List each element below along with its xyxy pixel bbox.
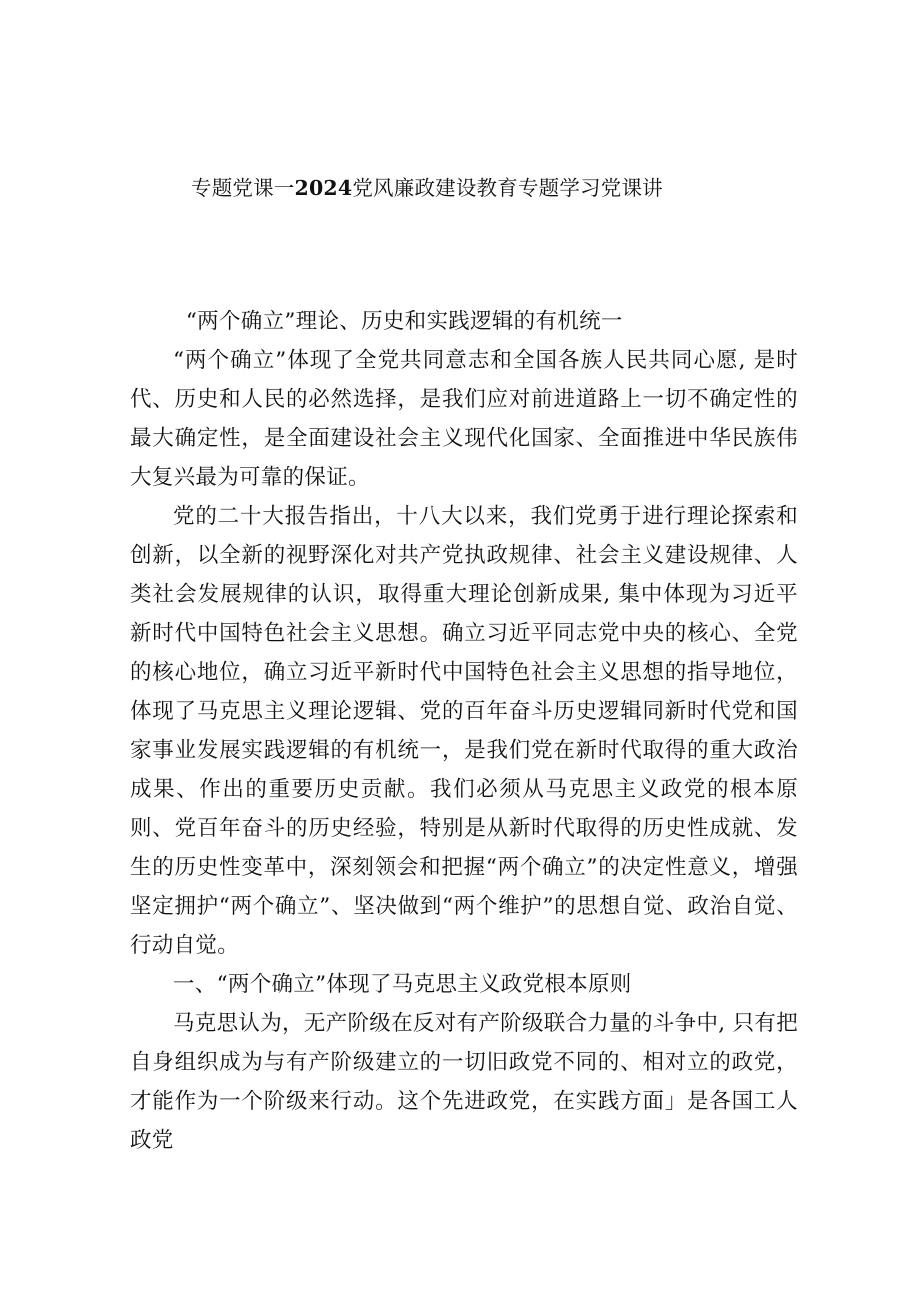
title-year: 2024	[294, 176, 353, 200]
paragraph-marx: 马克思认为，无产阶级在反对有产阶级联合力量的斗争中, 只有把自身组织成为与有产阶级建立的一切旧政党不同的、相对立的政党，才能作为一个阶级来行动。这个先进政党，在实践方面」是各国工人政党	[130, 1011, 798, 1153]
title-prefix: 专题党课一	[191, 176, 295, 200]
paragraph-intro: “两个确立”体现了全党共同意志和全国各族人民共同心愿, 是时代、历史和人民的必然选择，是我们应对前进道路上一切不确定性的最大确定性，是全面建设社会主义现代化国家、全面推进中华民族伟大复兴最为可靠的保证。	[130, 348, 798, 490]
document-title	[191, 172, 811, 204]
title-suffix: 党风廉政建设教育专题学习党课讲	[352, 176, 663, 200]
document-body	[130, 302, 798, 1160]
section-heading: 一、“两个确立”体现了马克思主义政党根本原则	[173, 972, 632, 997]
document-subtitle: “两个确立”理论、历史和实践逻辑的有机统一	[185, 309, 623, 334]
paragraph-report: 党的二十大报告指出，十八大以来，我们党勇于进行理论探索和创新，以全新的视野深化对共产党执政规律、社会主义建设规律、人类社会发展规律的认识，取得重大理论创新成果, 集中体现为习近平新时代中国特色社会主义思想。确立习近平同志党中央的核心、全党的核心地位，确立习近平新时代中国特色社会主义思想的指导地位，体现了马克思主义理论逻辑、党的百年奋斗历史逻辑同新时代党和国家事业发展实践逻辑的有机统一，是我们党在新时代取得的重大政治成果、作出的重要历史贡献。我们必须从马克思主义政党的根本原则、党百年奋斗的历史经验，特别是从新时代取得的历史性成就、发生的历史性变革中，深刻领会和把握“两个确立”的决定性意义，增强坚定拥护“两个确立”、坚决做到“两个维护”的思想自觉、政治自觉、行动自觉。	[130, 504, 798, 958]
